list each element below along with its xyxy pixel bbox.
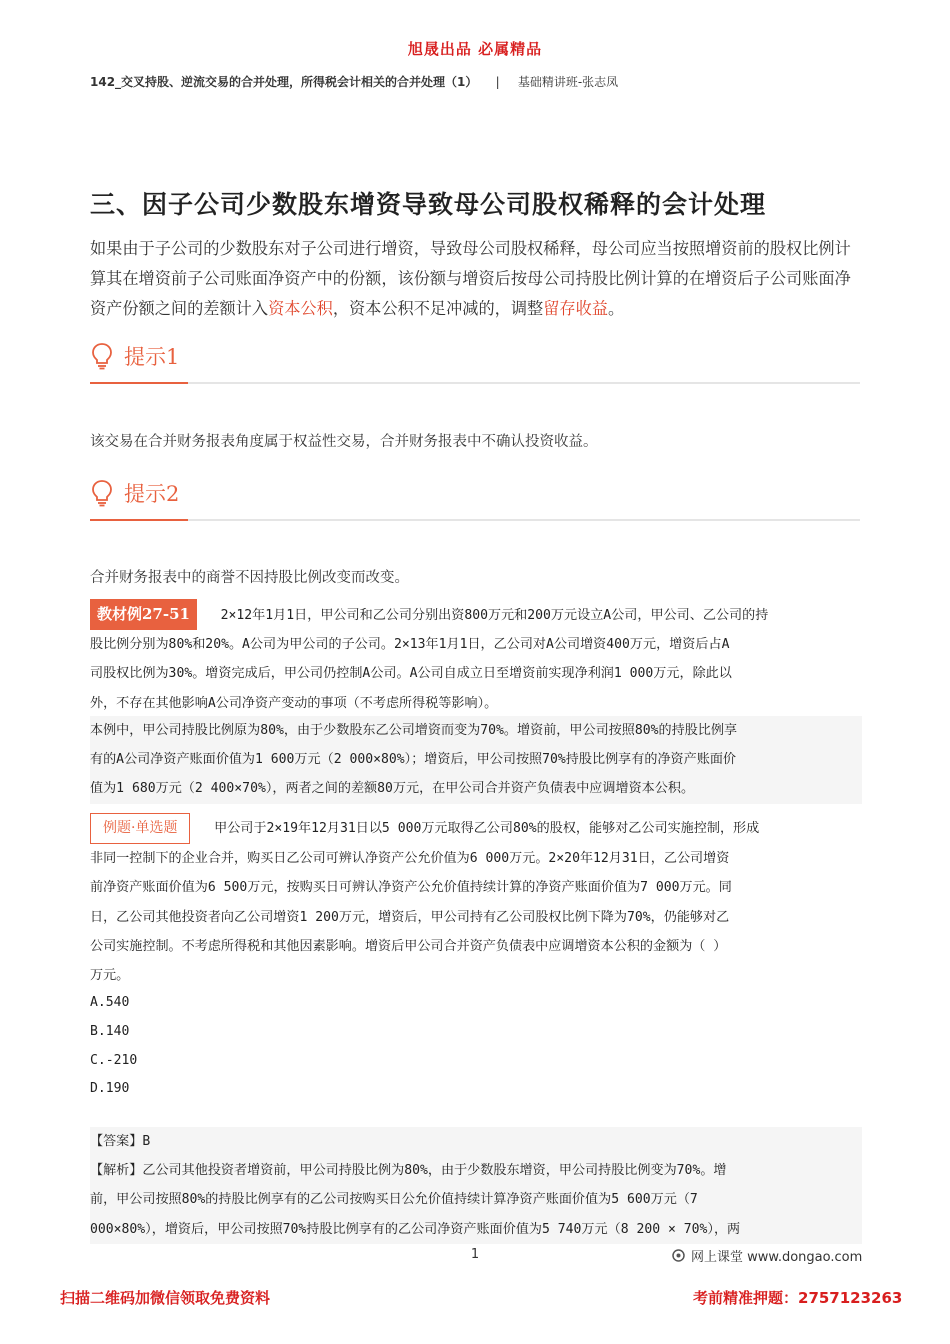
intro-paragraph bbox=[90, 234, 865, 324]
lightbulb-icon bbox=[90, 342, 114, 370]
section-title: 三、因子公司少数股东增资导致母公司股权稀释的会计处理 bbox=[90, 190, 767, 219]
answer-analysis-line: 000×80%），增资后，甲公司按照70%持股比例享有的乙公司净资产账面价值为5 740万元（8 200 × 70%），两 bbox=[90, 1221, 741, 1237]
tip-1 bbox=[90, 336, 860, 384]
lightbulb-icon bbox=[90, 479, 114, 507]
question-line: 日，乙公司其他投资者向乙公司增资1 200万元，增资后，甲公司持有乙公司股权比例下降为70%，仍能够对乙 bbox=[90, 909, 730, 925]
tip-1-label: 提示1 bbox=[124, 345, 180, 369]
example-line bbox=[90, 599, 862, 630]
header-title: 142_交叉持股、逆流交易的合并处理，所得税会计相关的合并处理（1） bbox=[90, 75, 478, 89]
option-d[interactable]: D.190 bbox=[90, 1081, 130, 1096]
tip-1-divider bbox=[90, 382, 860, 384]
example-analysis bbox=[90, 716, 862, 804]
question-line bbox=[90, 813, 862, 844]
question-text: 甲公司于2×19年12月31日以5 000万元取得乙公司80%的股权，能够对乙公司实施控制，形成 bbox=[214, 821, 760, 836]
answer-analysis-line: 【解析】乙公司其他投资者增资前，甲公司持股比例为80%，由于少数股东增资，甲公司持股比例变为70%。增 bbox=[90, 1163, 727, 1179]
answer-box bbox=[90, 1127, 862, 1244]
intro-highlight-retained-earnings: 留存收益 bbox=[543, 299, 608, 318]
promo-left: 扫描二维码加微信领取免费资料 bbox=[60, 1289, 271, 1307]
question-line: 万元。 bbox=[90, 968, 130, 984]
question bbox=[90, 813, 862, 990]
example-line: 外，不存在其他影响A公司净资产变动的事项（不考虑所得税等影响）。 bbox=[90, 695, 498, 711]
question-line: 非同一控制下的企业合并，购买日乙公司可辨认净资产公允价值为6 000万元。2×20年12月31日，乙公司增资 bbox=[90, 851, 730, 867]
answer-line: 【答案】B bbox=[90, 1134, 151, 1149]
intro-text-2: ，资本公积不足冲减的，调整 bbox=[332, 299, 544, 318]
tip-2-text: 合并财务报表中的商誉不因持股比例改变而改变。 bbox=[90, 570, 409, 586]
tip-2 bbox=[90, 473, 860, 521]
page-number: 1 bbox=[470, 1247, 480, 1262]
tip-2-label: 提示2 bbox=[124, 482, 180, 506]
example-line: 股比例分别为80%和20%。A公司为甲公司的子公司。2×13年1月1日，乙公司对A公司增资400万元，增资后占A bbox=[90, 637, 730, 653]
option-b[interactable]: B.140 bbox=[90, 1024, 130, 1039]
example-text: 2×12年1月1日，甲公司和乙公司分别出资800万元和200万元设立A公司，甲公司、乙公司的持 bbox=[220, 608, 769, 623]
analysis-line: 本例中，甲公司持股比例原为80%，由于少数股东乙公司增资而变为70%。增资前，甲公司按照80%的持股比例享 bbox=[90, 723, 738, 738]
option-c[interactable]: C.-210 bbox=[90, 1053, 138, 1068]
intro-highlight-capital-reserve: 资本公积 bbox=[268, 299, 333, 318]
analysis-line: 值为1 680万元（2 400×70%），两者之间的差额80万元，在甲公司合并资产负债表中应调增资本公积。 bbox=[90, 781, 695, 797]
document-header bbox=[90, 73, 618, 90]
answer-analysis-line: 前，甲公司按照80%的持股比例享有的乙公司按购买日公允价值持续计算净资产账面价值为5 600万元（7 bbox=[90, 1192, 698, 1208]
intro-text-3: 。 bbox=[608, 299, 625, 318]
question-badge: 例题·单选题 bbox=[90, 813, 190, 844]
analysis-line: 有的A公司净资产账面价值为1 600万元（2 000×80%）；增资后，甲公司按照70%持股比例享有的净资产账面价 bbox=[90, 752, 737, 768]
option-a[interactable]: A.540 bbox=[90, 995, 130, 1010]
question-line: 前净资产账面价值为6 500万元，按购买日可辨认净资产公允价值持续计算的净资产账面价值为7 000万元。同 bbox=[90, 880, 732, 896]
tip-1-text: 该交易在合并财务报表角度属于权益性交易，合并财务报表中不确认投资收益。 bbox=[90, 434, 598, 450]
intro-text-1: 如果由于子公司的少数股东对子公司进行增资，导致母公司股权稀释，母公司应当按照增资前的股权比例计算其在增资前子公司账面净资产中的份额，该份额与增资后按母公司持股比例计算的在增资后子公司账面净资产份额之间的差额计入 bbox=[90, 239, 851, 318]
site-footer bbox=[672, 1246, 862, 1265]
top-banner: 旭晟出品 必属精品 bbox=[407, 40, 543, 58]
header-course: 基础精讲班-张志凤 bbox=[517, 75, 619, 89]
example-line: 司股权比例为30%。增资完成后，甲公司仍控制A公司。A公司自成立日至增资前实现净利润1 000万元，除此以 bbox=[90, 666, 732, 682]
question-line: 公司实施控制。不考虑所得税和其他因素影响。增资后甲公司合并资产负债表中应调增资本公积的金额为（ ） bbox=[90, 938, 727, 954]
textbook-example bbox=[90, 599, 862, 718]
promo-right: 考前精准押题：2757123263 bbox=[693, 1289, 903, 1307]
textbook-example-badge: 教材例27-51 bbox=[90, 599, 197, 630]
header-separator: | bbox=[495, 75, 500, 89]
tip-2-divider bbox=[90, 519, 860, 521]
dongao-logo-icon bbox=[672, 1249, 685, 1262]
site-footer-text: 网上课堂 www.dongao.com bbox=[691, 1250, 863, 1265]
